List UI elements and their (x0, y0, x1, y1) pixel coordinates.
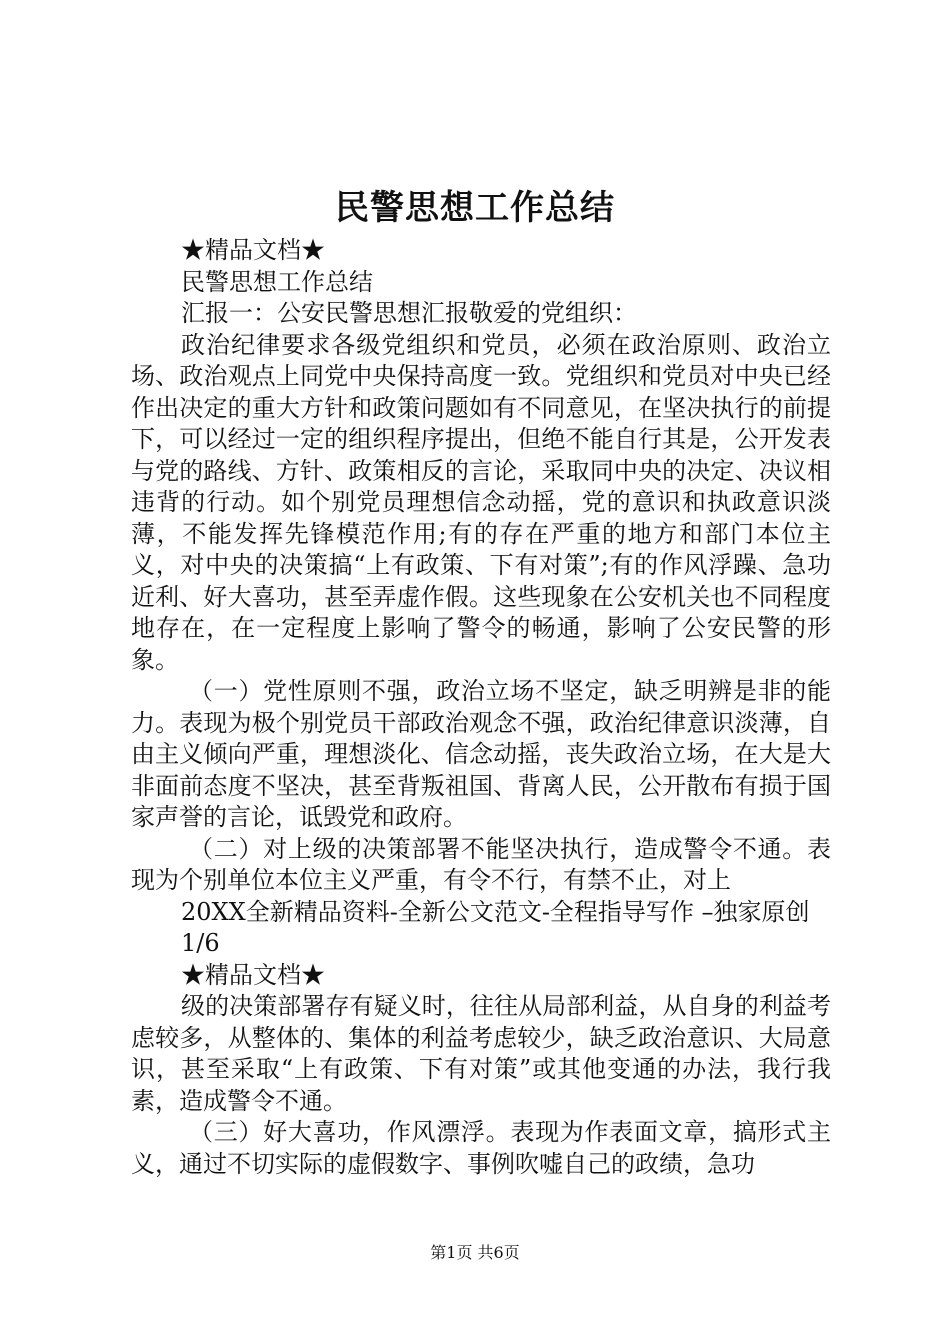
document-body (131, 235, 831, 1180)
paragraph-subtitle: 民警思想工作总结 (181, 267, 373, 296)
paragraph-page-marker: 1/6 (181, 929, 220, 957)
paragraph-report-heading: 汇报一：公安民警思想汇报敬爱的党组织： (181, 299, 637, 327)
paragraph-header-badge: ★精品文档★ (181, 236, 325, 264)
paragraph-point-one: （一）党性原则不强，政治立场不坚定，缺乏明辨是非的能力。表现为极个别党员干部政治观念不强，政治纪律意识淡薄，自由主义倾向严重，理想淡化、信念动摇，丧失政治立场，在大是大非面前态度不坚决，甚至背叛祖国、背离人民，公开散布有损于国家声誉的言论，诋毁党和政府。 (131, 677, 831, 831)
paragraph-point-three: （三）好大喜功，作风漂浮。表现为作表面文章，搞形式主义，通过不切实际的虚假数字、事例吹嘘自己的政绩，急功 (131, 1118, 831, 1178)
document-title: 民警思想工作总结 (335, 188, 615, 228)
paragraph-point-two: （二）对上级的决策部署不能坚决执行，造成警令不通。表现为个别单位本位主义严重，有令不行，有禁不止，对上 (131, 834, 831, 894)
page-footer: 第1页 共6页 (430, 1243, 520, 1262)
paragraph-promo-line: 20XX全新精品资料-全新公文范文-全程指导写作 –独家原创 (181, 897, 810, 926)
paragraph-political-discipline: 政治纪律要求各级党组织和党员，必须在政治原则、政治立场、政治观点上同党中央保持高度一致。党组织和党员对中央已经作出决定的重大方针和政策问题如有不同意见，在坚决执行的前提下，可以经过一定的组织程序提出，但绝不能自行其是，公开发表与党的路线、方针、政策相反的言论，采取同中央的决定、决议相违背的行动。如个别党员理想信念动摇，党的意识和执政意识淡薄，不能发挥先锋模范作用;有的存在严重的地方和部门本位主义，对中央的决策搞“上有政策、下有对策”;有的作风浮躁、急功近利、好大喜功，甚至弄虚作假。这些现象在公安机关也不同程度地存在，在一定程度上影响了警令的畅通，影响了公安民警的形象。 (131, 330, 831, 674)
paragraph-header-badge-2: ★精品文档★ (181, 960, 325, 989)
paragraph-continuation: 级的决策部署存有疑义时，往往从局部利益，从自身的利益考虑较多，从整体的、集体的利益考虑较少，缺乏政治意识、大局意识，甚至采取“上有政策、下有对策”或其他变通的办法，我行我素，造成警令不通。 (131, 992, 831, 1115)
